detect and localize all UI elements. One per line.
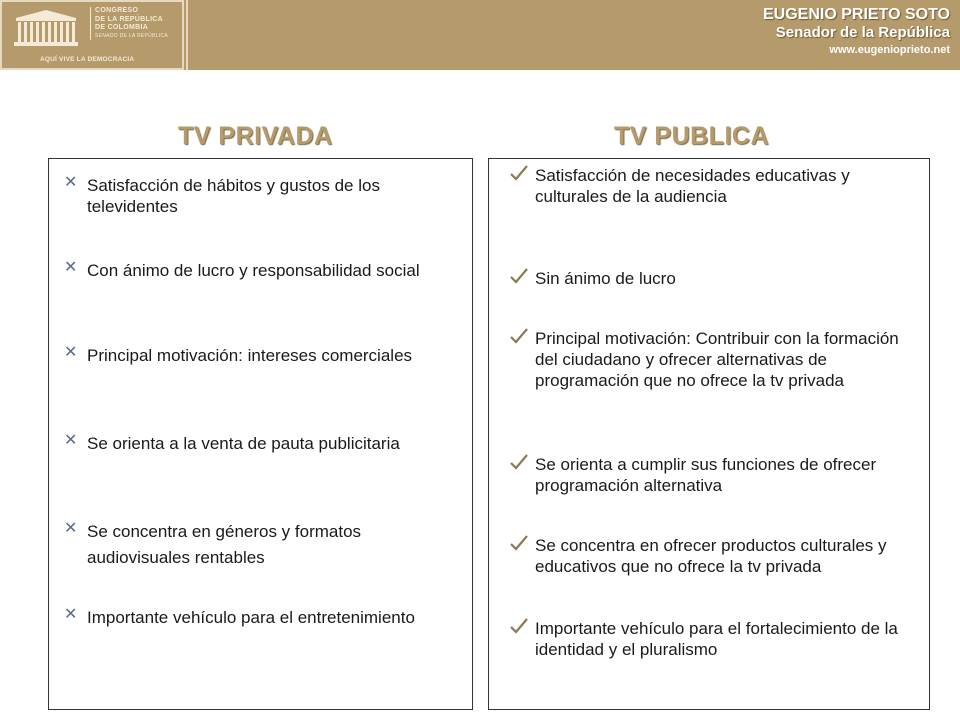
list-item-text: Se concentra en géneros y formatos audiovisuales rentables bbox=[87, 522, 362, 567]
list-item bbox=[535, 328, 920, 391]
header-bar bbox=[0, 0, 960, 70]
checkmark-icon bbox=[509, 452, 529, 472]
checkmark-icon bbox=[509, 616, 529, 636]
list-item bbox=[64, 519, 457, 571]
checkmark-icon bbox=[509, 326, 529, 346]
title-public-tv: TV PUBLICA bbox=[614, 122, 769, 150]
list-item bbox=[64, 174, 457, 217]
list-item-text: Importante vehículo para el fortalecimiento de la identidad y el pluralismo bbox=[535, 619, 898, 659]
senator-name: EUGENIO PRIETO SOTO bbox=[763, 6, 950, 23]
x-mark-icon: ✕ bbox=[64, 259, 78, 276]
list-item bbox=[64, 259, 457, 281]
list-item bbox=[64, 605, 457, 630]
list-item bbox=[535, 454, 920, 496]
x-mark-icon: ✕ bbox=[64, 174, 78, 191]
x-mark-icon: ✕ bbox=[64, 520, 78, 537]
list-item bbox=[535, 268, 920, 289]
checkmark-icon bbox=[509, 163, 529, 183]
list-item-text: Se orienta a la venta de pauta publicitaria bbox=[87, 434, 400, 453]
list-item-text: Satisfacción de hábitos y gustos de los televidentes bbox=[87, 176, 380, 216]
list-item-text: Se concentra en ofrecer productos culturales y educativos que no ofrece la tv privada bbox=[535, 536, 887, 576]
congress-line-1: CONGRESO bbox=[95, 7, 139, 14]
list-item-text: Principal motivación: intereses comerciales bbox=[87, 346, 413, 365]
list-item bbox=[535, 618, 920, 660]
title-private-tv: TV PRIVADA bbox=[178, 122, 333, 150]
congress-line-2: DE LA REPÚBLICA bbox=[95, 15, 164, 23]
list-item-text: Satisfacción de necesidades educativas y culturales de la audiencia bbox=[535, 166, 850, 206]
private-tv-panel bbox=[48, 158, 473, 710]
list-item bbox=[64, 432, 457, 454]
x-mark-icon: ✕ bbox=[64, 432, 78, 449]
capitol-building-icon bbox=[12, 8, 80, 48]
list-item-text: Importante vehículo para el entretenimiento bbox=[87, 608, 415, 627]
x-mark-icon: ✕ bbox=[64, 606, 78, 623]
senate-label: SENADO DE LA REPÚBLICA bbox=[95, 32, 169, 39]
list-item bbox=[535, 165, 920, 207]
list-item bbox=[535, 535, 920, 577]
website-link[interactable]: www.eugenioprieto.net bbox=[829, 44, 950, 56]
list-item-text: Con ánimo de lucro y responsabilidad social bbox=[87, 261, 420, 280]
congress-tagline: AQUÍ VIVE LA DEMOCRACIA bbox=[40, 56, 135, 63]
senator-info bbox=[763, 6, 950, 59]
checkmark-icon bbox=[509, 266, 529, 286]
list-item-text: Se orienta a cumplir sus funciones de ofrecer programación alternativa bbox=[535, 455, 877, 495]
x-mark-icon: ✕ bbox=[64, 344, 78, 361]
list-item-text: Sin ánimo de lucro bbox=[535, 269, 676, 288]
list-item-text: Principal motivación: Contribuir con la formación del ciudadano y ofrecer alternativas de programación que no ofrece la tv privada bbox=[535, 329, 899, 390]
congress-line-3: DE COLOMBIA bbox=[95, 24, 149, 31]
senator-title: Senador de la República bbox=[775, 24, 950, 41]
public-tv-panel bbox=[488, 158, 930, 710]
checkmark-icon bbox=[509, 533, 529, 553]
list-item bbox=[64, 344, 457, 366]
congress-logo bbox=[0, 0, 184, 70]
congress-name bbox=[90, 7, 168, 40]
header-divider bbox=[186, 0, 188, 70]
